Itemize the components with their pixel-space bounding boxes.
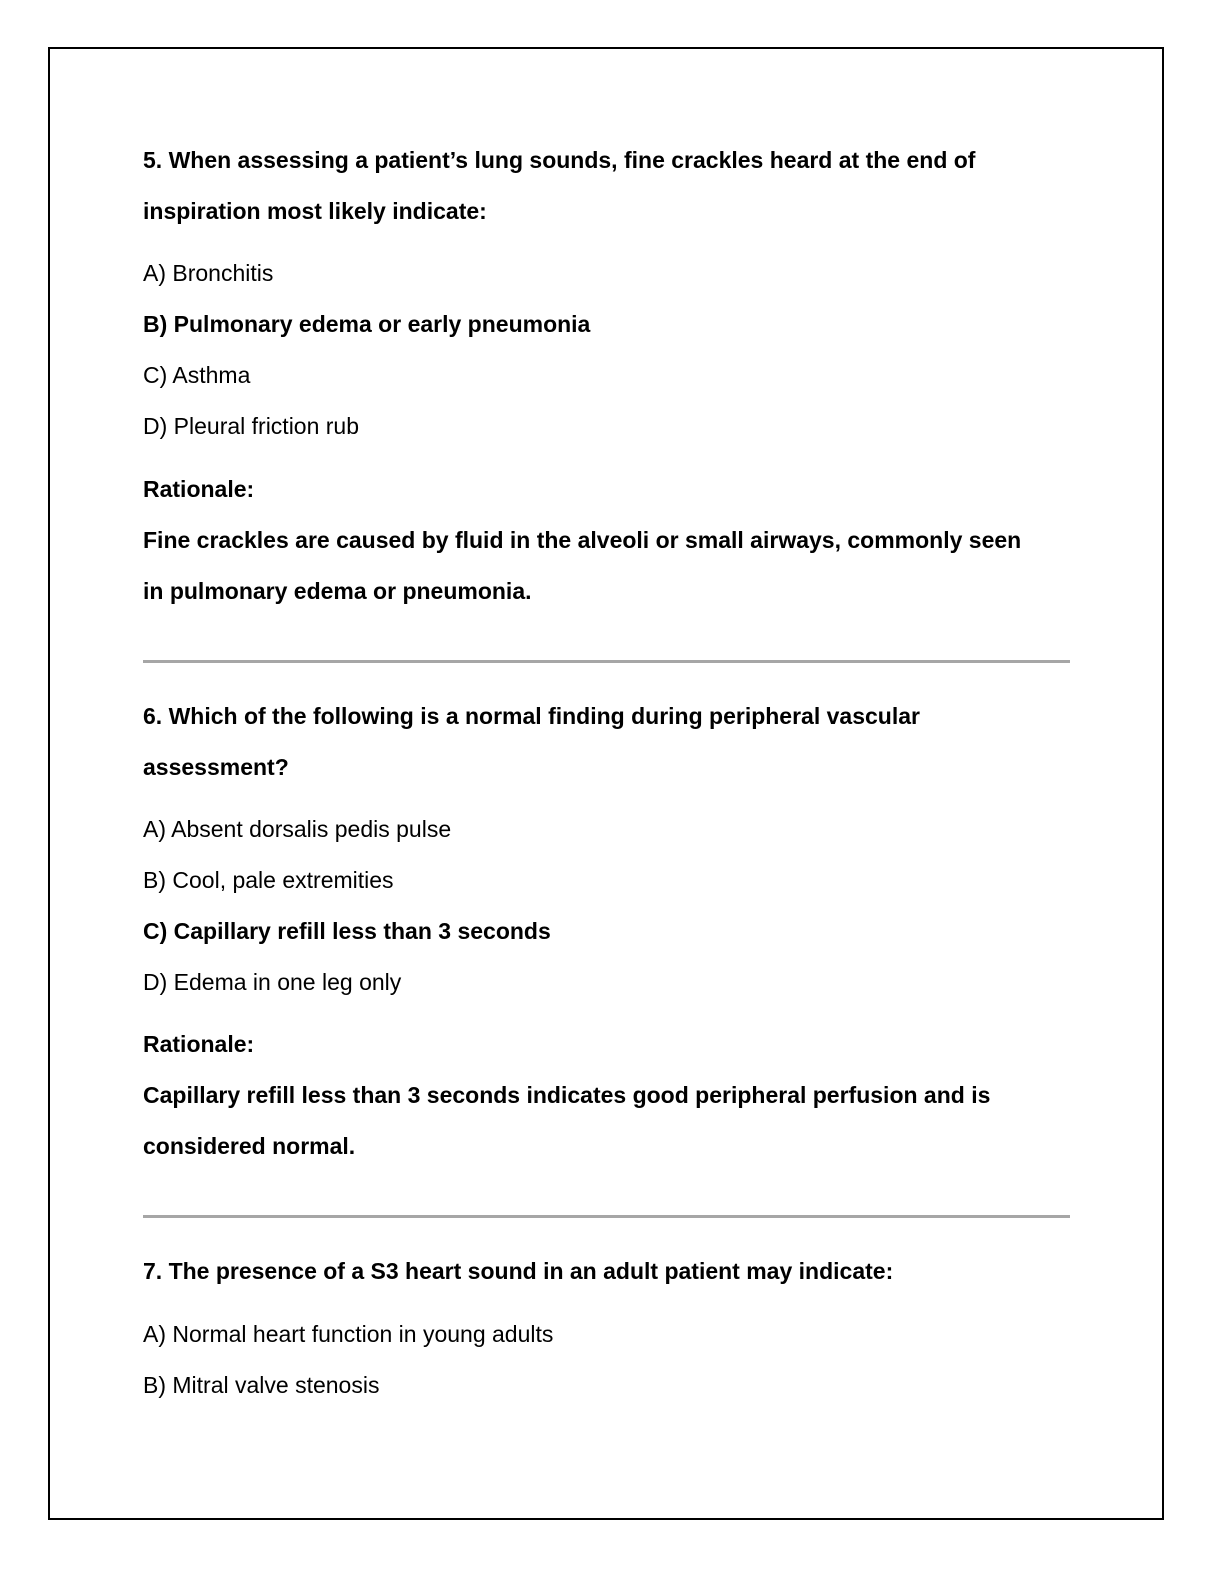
- question-7-option-b: B) Mitral valve stenosis: [143, 1372, 380, 1398]
- question-5-rationale-line-2: in pulmonary edema or pneumonia.: [143, 578, 532, 604]
- question-6-rationale-line-1: Capillary refill less than 3 seconds indicates good peripheral perfusion and is: [143, 1082, 991, 1108]
- question-6-option-d: D) Edema in one leg only: [143, 969, 402, 995]
- question-5-rationale-line-1: Fine crackles are caused by fluid in the alveoli or small airways, commonly seen: [143, 527, 1022, 553]
- question-5-option-b-correct: B) Pulmonary edema or early pneumonia: [143, 311, 591, 337]
- question-6-option-b: B) Cool, pale extremities: [143, 867, 394, 893]
- section-divider: [143, 660, 1070, 663]
- question-6-option-c-correct: C) Capillary refill less than 3 seconds: [143, 918, 551, 944]
- question-5-stem-line-1: 5. When assessing a patient’s lung sounds, fine crackles heard at the end of: [143, 147, 976, 173]
- question-5-stem-line-2: inspiration most likely indicate:: [143, 198, 487, 224]
- question-5-option-c: C) Asthma: [143, 362, 251, 388]
- question-5-option-a: A) Bronchitis: [143, 260, 274, 286]
- question-6-rationale-label: Rationale:: [143, 1031, 255, 1057]
- question-6-rationale-line-2: considered normal.: [143, 1133, 356, 1159]
- question-7-stem-line-1: 7. The presence of a S3 heart sound in an adult patient may indicate:: [143, 1258, 894, 1284]
- question-6-stem-line-1: 6. Which of the following is a normal finding during peripheral vascular: [143, 703, 920, 729]
- question-6-stem-line-2: assessment?: [143, 754, 289, 780]
- question-5-rationale-label: Rationale:: [143, 476, 255, 502]
- question-5-option-d: D) Pleural friction rub: [143, 413, 360, 439]
- question-6-option-a: A) Absent dorsalis pedis pulse: [143, 816, 452, 842]
- question-7-option-a: A) Normal heart function in young adults: [143, 1321, 554, 1347]
- section-divider: [143, 1215, 1070, 1218]
